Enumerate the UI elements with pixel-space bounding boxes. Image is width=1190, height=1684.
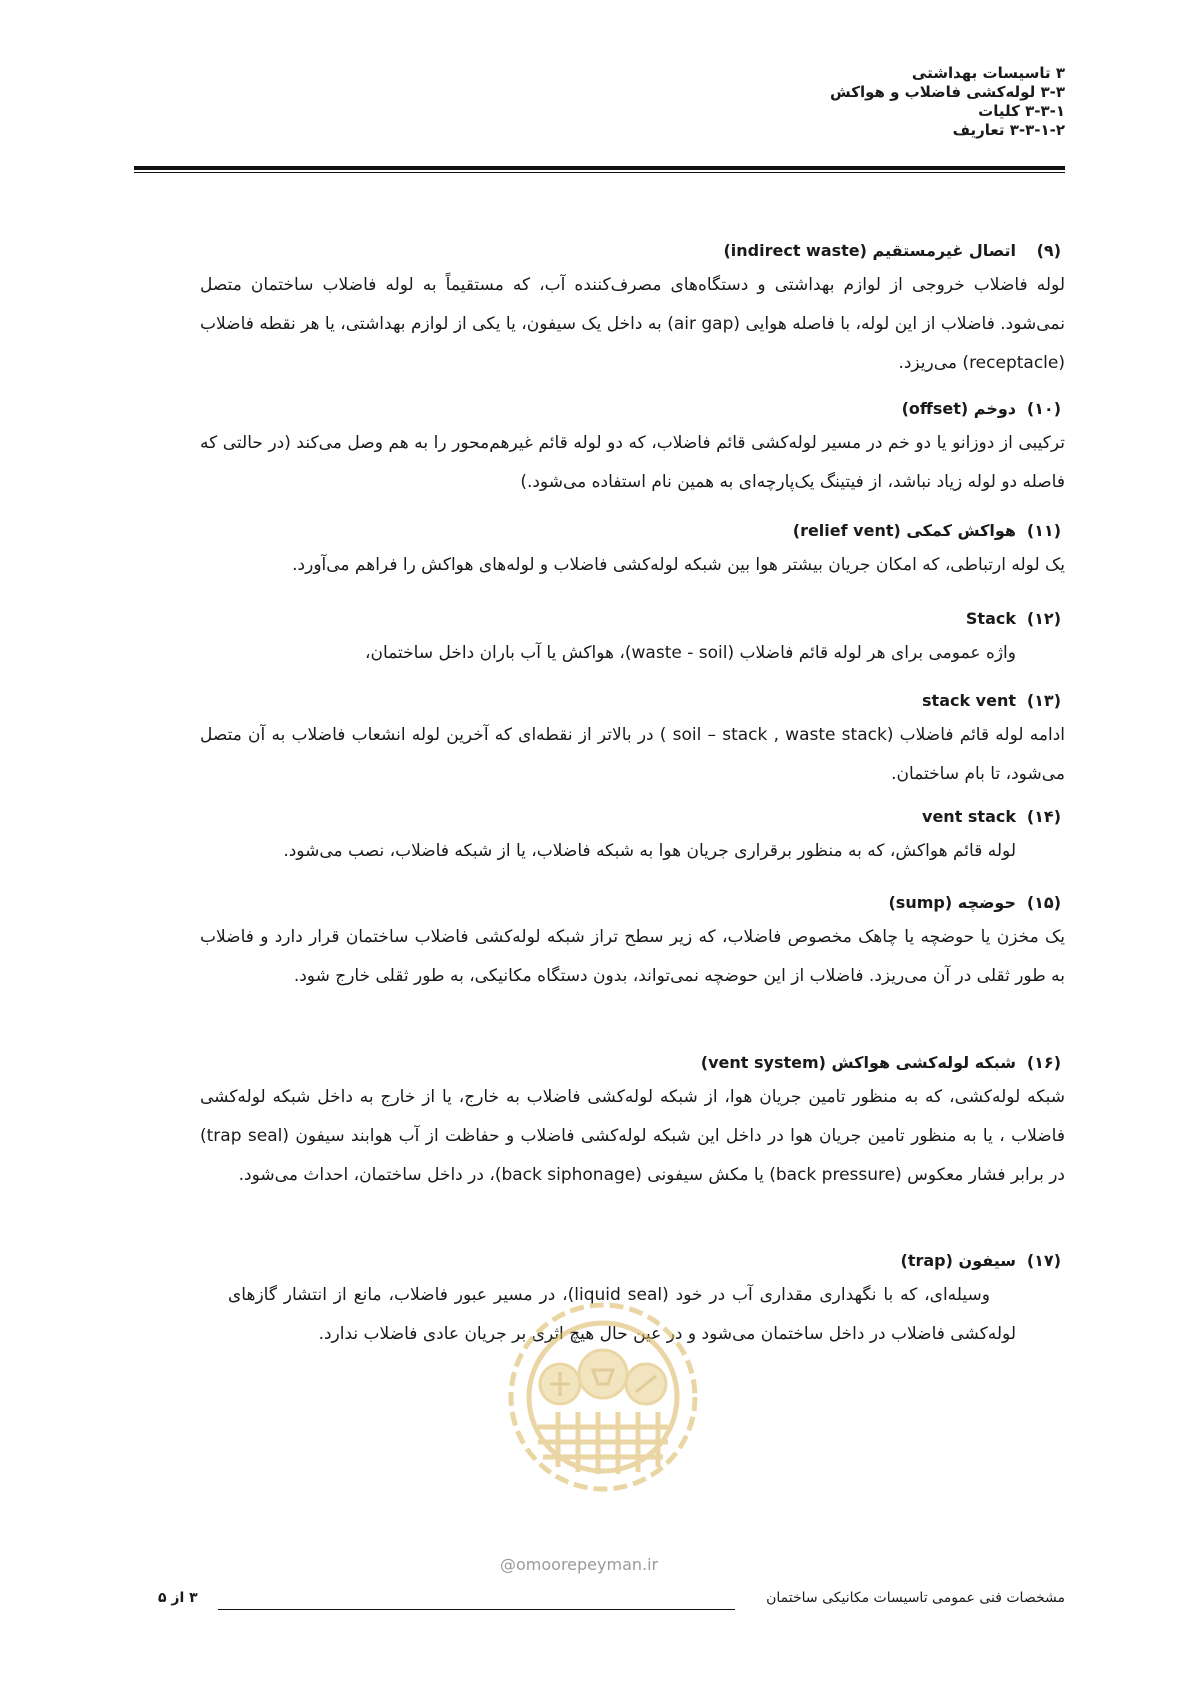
definition-title xyxy=(723,236,1016,266)
definition-title-en: stack vent xyxy=(922,691,1016,710)
definition-body: ترکیبی از دوزانو یا دو خم در مسیر لوله‌کشی قائم فاضلاب، که دو لوله قائم غیرهم‌محور را به هم وصل می‌کند (در حالتی که فاصله دو لوله زیاد نباشد، از فیتینگ یک‌پارچه‌ای به همین نام استفاده می‌شود.) xyxy=(200,433,1065,492)
definition-title xyxy=(902,394,1016,424)
definition-title-fa: سیفون xyxy=(958,1251,1016,1270)
definition-number: (۱۱) xyxy=(1026,521,1061,540)
definition-title-en: (vent system) xyxy=(700,1053,826,1072)
definitions-list xyxy=(200,236,1065,1356)
definition-body: واژه عمومی برای هر لوله قائم فاضلاب (waste - soil)، هواکش یا آب باران داخل ساختمان، xyxy=(365,643,1016,663)
definition-item xyxy=(200,686,1065,802)
definition-title-en: (trap) xyxy=(900,1251,953,1270)
definition-heading xyxy=(200,236,1065,266)
definition-body: لوله قائم هواکش، که به منظور برقراری جریان هوا به شبکه فاضلاب، یا از شبکه فاضلاب، نصب می‌شود. xyxy=(283,841,1016,861)
definition-number: (۱۶) xyxy=(1026,1053,1061,1072)
definition-title xyxy=(888,888,1016,918)
watermark-emblem-icon xyxy=(498,1292,708,1502)
definition-title xyxy=(922,686,1016,716)
watermark-url: @omoorepeyman.ir xyxy=(500,1555,659,1574)
definition-heading xyxy=(200,802,1065,832)
definition-title xyxy=(901,1246,1016,1276)
definition-item xyxy=(200,394,1065,516)
definition-number: (۱۳) xyxy=(1026,691,1061,710)
definition-number: (۹) xyxy=(1036,241,1061,260)
definition-title-en: vent stack xyxy=(922,807,1016,826)
definition-heading xyxy=(200,604,1065,634)
definition-number: (۱۷) xyxy=(1026,1251,1061,1270)
header-rule-thick xyxy=(134,166,1065,170)
footer-document-title: مشخصات فنی عمومی تاسیسات مکانیکی ساختمان xyxy=(766,1590,1065,1606)
definition-item xyxy=(200,1048,1065,1246)
definition-body: ادامه لوله قائم فاضلاب (soil – stack , waste stack ) در بالاتر از نقطه‌ای که آخرین لوله انشعاب فاضلاب به آن متصل می‌شود، تا بام ساختمان. xyxy=(200,725,1065,784)
definition-body: لوله فاضلاب خروجی از لوازم بهداشتی و دستگاه‌های مصرف‌کننده آب، که مستقیماً به لوله فاضلاب ساختمان متصل نمی‌شود. فاضلاب از این لوله، با فاصله هوایی (air gap) به داخل یک سیفون، یا یکی از لوازم بهداشتی، یا هر نقطه فاضلاب (receptacle) می‌ریزد. xyxy=(200,275,1065,373)
definition-heading xyxy=(200,888,1065,918)
definition-title-fa: شبکه لوله‌کشی هواکش xyxy=(831,1053,1016,1072)
footer-rule xyxy=(218,1609,735,1610)
section-header xyxy=(265,64,1065,140)
header-chapter: ۳ تاسیسات بهداشتی xyxy=(911,64,1065,82)
definition-heading xyxy=(200,394,1065,424)
definition-title-en: Stack xyxy=(965,609,1016,628)
definition-title xyxy=(922,802,1016,832)
definition-title-fa: هواکش کمکی xyxy=(906,521,1016,540)
definition-title xyxy=(793,516,1016,546)
definition-title-fa: حوضچه xyxy=(957,893,1016,912)
header-subsection: ۳-۳-۱ کلیات xyxy=(978,102,1065,120)
definition-body: وسیله‌ای، که با نگهداری مقداری آب در خود (liquid seal)، در مسیر عبور فاضلاب، مانع از انتشار گازهای لوله‌کشی فاضلاب در داخل ساختمان می‌شود و در عین حال هیچ اثری بر جریان عادی فاضلاب ندارد. xyxy=(228,1285,1016,1344)
definition-title-fa: اتصال غیرمستقیم xyxy=(872,241,1016,260)
definition-heading xyxy=(200,686,1065,716)
definition-title-fa: دوخم xyxy=(973,399,1016,418)
definition-item xyxy=(200,516,1065,604)
definition-heading xyxy=(200,516,1065,546)
definition-title-en: (relief vent) xyxy=(792,521,901,540)
definition-item xyxy=(200,802,1065,888)
definition-number: (۱۵) xyxy=(1026,893,1061,912)
definition-title xyxy=(701,1048,1016,1078)
footer-page-number: ۳ از ۵ xyxy=(158,1590,198,1606)
definition-item xyxy=(200,604,1065,686)
definition-item xyxy=(200,236,1065,394)
definition-number: (۱۰) xyxy=(1026,399,1061,418)
definition-heading xyxy=(200,1048,1065,1078)
definition-item xyxy=(200,888,1065,1048)
definition-body: یک لوله ارتباطی، که امکان جریان بیشتر هوا بین شبکه لوله‌کشی فاضلاب و لوله‌های هواکش را فراهم می‌آورد. xyxy=(292,555,1065,575)
definition-heading xyxy=(200,1246,1065,1276)
header-rule-thin xyxy=(134,172,1065,173)
definition-title xyxy=(966,604,1016,634)
header-subsubsection: ۳-۳-۱-۲ تعاریف xyxy=(952,121,1065,139)
definition-title-en: (indirect waste) xyxy=(723,241,867,260)
definition-body: یک مخزن یا حوضچه یا چاهک مخصوص فاضلاب، که زیر سطح تراز شبکه لوله‌کشی فاضلاب ساختمان قرار دارد و فاضلاب به طور ثقلی در آن می‌ریزد. فاضلاب از این حوضچه نمی‌تواند، بدون دستگاه مکانیکی، به طور ثقلی خارج شود. xyxy=(200,927,1065,986)
definition-number: (۱۴) xyxy=(1026,807,1061,826)
header-section: ۳-۳ لوله‌کشی فاضلاب و هواکش xyxy=(830,83,1065,101)
definition-body: شبکه لوله‌کشی، که به منظور تامین جریان هوا، از شبکه لوله‌کشی فاضلاب به خارج، یا از خارج به داخل شبکه لوله‌کشی فاضلاب ، یا به منظور تامین جریان هوا در داخل این شبکه لوله‌کشی فاضلاب و حفاظت از آب هوابند سیفون (trap seal) در برابر فشار معکوس (back pressure) یا مکش سیفونی (back siphonage)، در داخل ساختمان، احداث می‌شود. xyxy=(200,1087,1065,1185)
definition-number: (۱۲) xyxy=(1026,609,1061,628)
definition-title-en: (sump) xyxy=(888,893,953,912)
definition-title-en: (offset) xyxy=(901,399,969,418)
